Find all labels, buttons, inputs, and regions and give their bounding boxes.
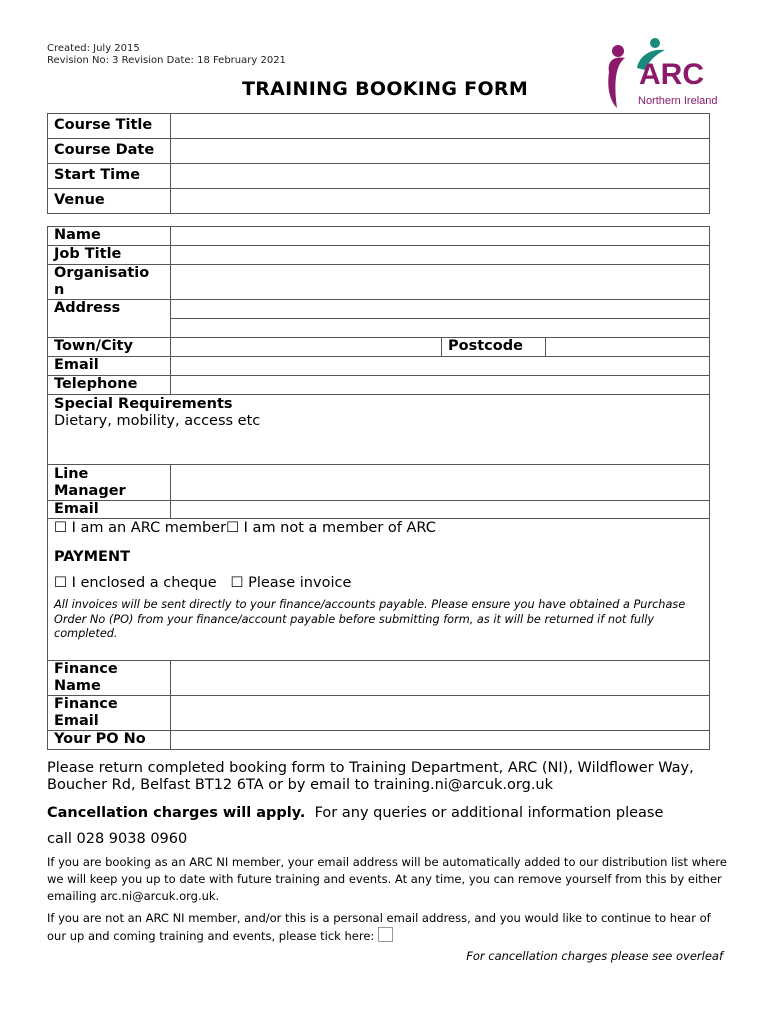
finance-name-label: [48, 661, 171, 696]
course-date-label: Course Date: [48, 139, 171, 164]
line-manager-label-line2: Manager: [54, 483, 126, 499]
finance-name-label-line1: Finance: [54, 661, 118, 677]
manager-email-field[interactable]: [171, 501, 710, 519]
town-city-field[interactable]: [171, 338, 442, 357]
manager-email-label: Email: [48, 501, 171, 519]
nonmember-note-text: If you are not an ARC NI member, and/or this is a personal email address, and you would like to continue to hear of our up and coming training and events, please tick here:: [47, 911, 711, 943]
member-option-label: I am an ARC member: [71, 520, 227, 536]
address-field-line2[interactable]: [171, 319, 710, 338]
line-manager-label: [48, 465, 171, 501]
nonmember-checkbox[interactable]: ☐: [226, 520, 240, 536]
job-title-field[interactable]: [171, 246, 710, 265]
tick-here-checkbox[interactable]: [378, 927, 393, 942]
logo-subtitle: Northern Ireland: [638, 95, 718, 107]
po-number-label: Your PO No: [48, 731, 171, 750]
call-number: call 028 9038 0960: [47, 831, 188, 847]
cheque-checkbox[interactable]: ☐: [54, 575, 67, 591]
organisation-label: [48, 265, 171, 300]
line-manager-field[interactable]: [171, 465, 710, 501]
revision-info: Revision No: 3 Revision Date: 18 February 2021: [47, 55, 286, 66]
special-requirements-label: Special Requirements: [54, 396, 233, 412]
name-field[interactable]: [171, 227, 710, 246]
nonmember-option-label: I am not a member of ARC: [243, 520, 436, 536]
email-field[interactable]: [171, 357, 710, 376]
finance-email-label: [48, 696, 171, 731]
arc-logo: [603, 38, 725, 110]
invoice-note: All invoices will be sent directly to your finance/accounts payable. Please ensure you have obtained a Purchase Order No (PO) from your finance/account payable before submitting form, as it will be returned if not fully completed.: [54, 598, 686, 640]
postcode-label: Postcode: [442, 338, 546, 357]
cancellation-queries: For any queries or additional information please: [314, 805, 664, 821]
member-note: If you are booking as an ARC NI member, your email address will be automatically added to our distribution list where we will keep you up to date with future training and events. At any time, you can remove yourself from this by either emailing arc.ni@arcuk.org.uk.: [47, 855, 727, 903]
cancellation-line: [47, 805, 727, 822]
course-title-field[interactable]: [171, 114, 710, 139]
po-number-field[interactable]: [171, 731, 710, 750]
venue-field[interactable]: [171, 189, 710, 214]
organisation-label-line1: Organisatio: [54, 265, 150, 281]
logo-head-teal-icon: [650, 38, 660, 48]
logo-name: ARC: [639, 58, 704, 91]
course-date-field[interactable]: [171, 139, 710, 164]
telephone-field[interactable]: [171, 376, 710, 395]
job-title-label: Job Title: [48, 246, 171, 265]
course-details-table: [47, 113, 710, 214]
finance-name-field[interactable]: [171, 661, 710, 696]
start-time-label: Start Time: [48, 164, 171, 189]
booking-details-table: [47, 226, 710, 750]
address-label: Address: [48, 300, 171, 338]
membership-payment-section: [48, 519, 710, 661]
name-label: Name: [48, 227, 171, 246]
line-manager-label-line1: Line: [54, 466, 89, 482]
organisation-label-line2: n: [54, 282, 65, 298]
invoice-option-label: Please invoice: [248, 575, 352, 591]
payment-heading: PAYMENT: [54, 549, 130, 565]
logo-figure-purple-icon: [608, 58, 625, 108]
town-city-label: Town/City: [48, 338, 171, 357]
start-time-field[interactable]: [171, 164, 710, 189]
finance-email-label-line2: Email: [54, 713, 99, 729]
postcode-field[interactable]: [546, 338, 710, 357]
cancellation-bold: Cancellation charges will apply.: [47, 805, 306, 821]
created-date: Created: July 2015: [47, 43, 140, 54]
finance-email-label-line1: Finance: [54, 696, 118, 712]
member-checkbox[interactable]: ☐: [54, 520, 67, 536]
return-instructions: Please return completed booking form to Training Department, ARC (NI), Wildflower Way, Boucher Rd, Belfast BT12 6TA or by email to training.ni@arcuk.org.uk: [47, 760, 694, 793]
special-requirements-hint: Dietary, mobility, access etc: [54, 413, 261, 429]
venue-label: Venue: [48, 189, 171, 214]
organisation-field[interactable]: [171, 265, 710, 300]
email-label: Email: [48, 357, 171, 376]
page-title: TRAINING BOOKING FORM: [241, 78, 529, 100]
membership-options: [54, 520, 709, 537]
cheque-option-label: I enclosed a cheque: [71, 575, 217, 591]
course-title-label: Course Title: [48, 114, 171, 139]
address-field-line1[interactable]: [171, 300, 710, 319]
overleaf-note: For cancellation charges please see overleaf: [466, 949, 723, 963]
logo-head-purple-icon: [612, 45, 624, 57]
invoice-checkbox[interactable]: ☐: [230, 575, 244, 591]
finance-email-field[interactable]: [171, 696, 710, 731]
finance-name-label-line2: Name: [54, 678, 101, 694]
telephone-label: Telephone: [48, 376, 171, 395]
payment-options: [54, 575, 709, 592]
nonmember-note: [47, 910, 727, 945]
special-requirements-field[interactable]: [48, 395, 710, 465]
